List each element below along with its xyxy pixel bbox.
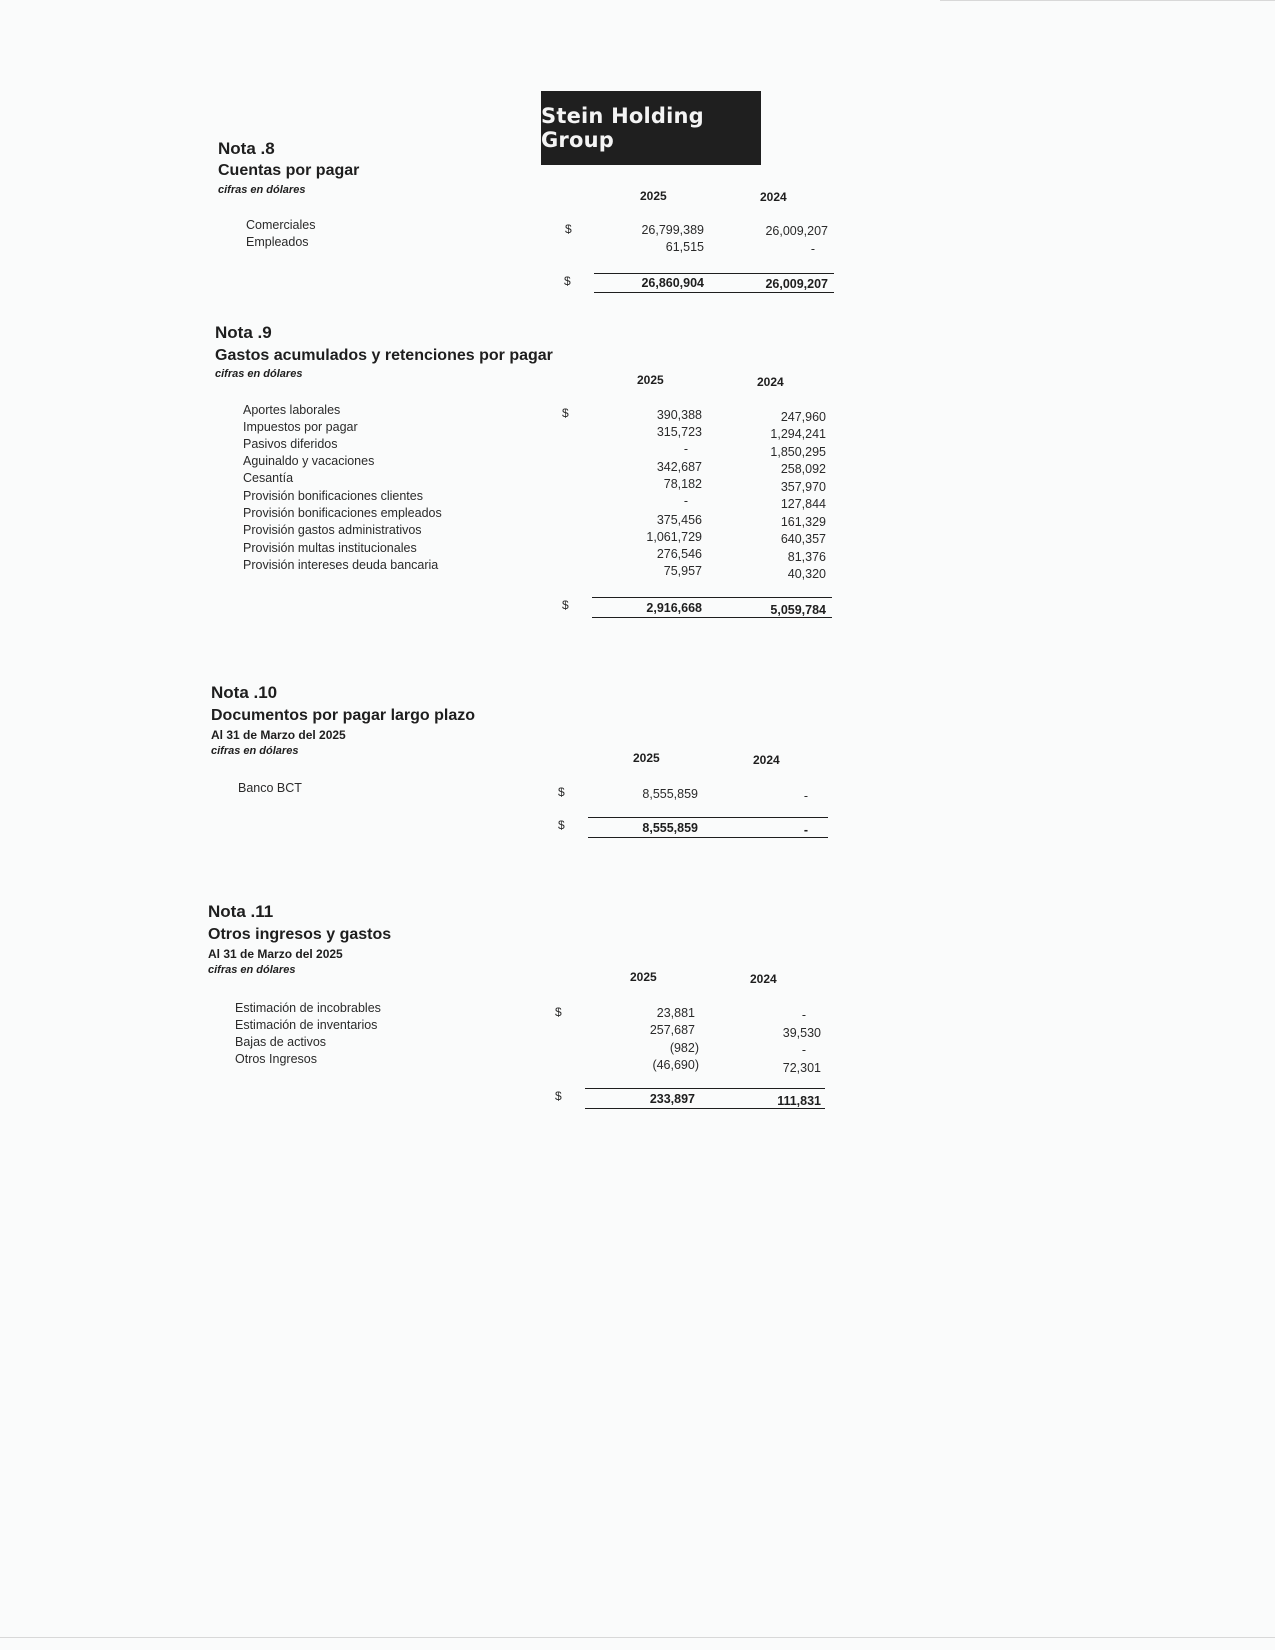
value-2024: 640,357	[780, 532, 826, 546]
row-label: Pasivos diferidos	[243, 437, 338, 451]
brand-name: Stein Holding Group	[541, 104, 704, 152]
row-label: Provisión intereses deuda bancaria	[243, 558, 439, 572]
value-2025: 78,182	[663, 477, 702, 491]
total-2025: 26,860,904	[641, 276, 704, 290]
value-2024: 81,376	[787, 550, 826, 564]
value-2025: 390,388	[656, 408, 702, 422]
currency-symbol: $	[558, 818, 565, 832]
value-2025: (982)	[669, 1041, 699, 1055]
scan-edge-bottom	[0, 1637, 1275, 1638]
currency-note: cifras en dólares	[208, 964, 296, 976]
total-2025: 2,916,668	[646, 601, 702, 615]
year-header-2025: 2025	[637, 373, 664, 387]
value-2025: (46,690)	[652, 1058, 699, 1072]
row-label: Aportes laborales	[243, 403, 341, 417]
value-2024: 247,960	[780, 410, 826, 424]
total-2024: 26,009,207	[765, 277, 828, 291]
brand-logo	[541, 91, 761, 165]
scan-edge-top	[940, 0, 1275, 1]
row-label: Provisión bonificaciones empleados	[243, 506, 442, 520]
value-2025: 257,687	[649, 1023, 695, 1037]
total-rule-top	[594, 273, 834, 274]
currency-note: cifras en dólares	[215, 368, 303, 380]
total-rule-bottom	[594, 292, 834, 293]
year-header-2024: 2024	[753, 753, 780, 767]
value-2024: 26,009,207	[765, 224, 828, 238]
currency-symbol: $	[562, 598, 569, 612]
row-label: Empleados	[246, 235, 309, 249]
value-2024: 161,329	[780, 515, 826, 529]
row-label: Banco BCT	[238, 781, 302, 795]
note-title: Otros ingresos y gastos	[208, 926, 392, 943]
value-2025: -	[683, 494, 688, 508]
value-2024: 357,970	[780, 480, 826, 494]
value-2024: -	[801, 1043, 806, 1057]
note-subtitle: Al 31 de Marzo del 2025	[211, 728, 346, 742]
value-2024: 127,844	[780, 497, 826, 511]
note-subtitle: Al 31 de Marzo del 2025	[208, 947, 343, 961]
total-2024: 5,059,784	[770, 603, 826, 617]
total-2025: 233,897	[649, 1092, 695, 1106]
year-header-2024: 2024	[750, 972, 777, 986]
value-2024: 40,320	[787, 567, 826, 581]
value-2025: -	[683, 442, 688, 456]
total-rule-top	[585, 1088, 825, 1089]
value-2024: -	[801, 1008, 806, 1022]
currency-symbol: $	[558, 785, 565, 799]
value-2025: 375,456	[656, 513, 702, 527]
value-2024: 72,301	[782, 1061, 821, 1075]
row-label: Otros Ingresos	[235, 1052, 317, 1066]
total-2024: 111,831	[777, 1094, 821, 1108]
note-title: Gastos acumulados y retenciones por pagar	[215, 347, 553, 364]
row-label: Aguinaldo y vacaciones	[243, 454, 375, 468]
currency-note: cifras en dólares	[218, 184, 306, 196]
currency-symbol: $	[555, 1005, 562, 1019]
year-header-2025: 2025	[633, 751, 660, 765]
value-2024: 39,530	[782, 1026, 821, 1040]
value-2025: 8,555,859	[642, 787, 698, 801]
value-2024: -	[803, 789, 808, 803]
year-header-2024: 2024	[760, 190, 787, 204]
value-2025: 276,546	[656, 547, 702, 561]
row-label: Bajas de activos	[235, 1035, 327, 1049]
value-2025: 315,723	[656, 425, 702, 439]
value-2025: 342,687	[656, 460, 702, 474]
row-label: Provisión bonificaciones clientes	[243, 489, 423, 503]
year-header-2024: 2024	[757, 375, 784, 389]
note-label: Nota .8	[218, 139, 275, 158]
currency-symbol: $	[564, 274, 571, 288]
currency-note: cifras en dólares	[211, 745, 299, 757]
row-label: Estimación de incobrables	[235, 1001, 381, 1015]
total-rule-bottom	[588, 837, 828, 838]
total-rule-top	[592, 597, 832, 598]
value-2025: 23,881	[656, 1006, 695, 1020]
total-2024: -	[803, 823, 808, 837]
row-label: Comerciales	[246, 218, 316, 232]
value-2025: 75,957	[663, 564, 702, 578]
row-label: Provisión gastos administrativos	[243, 523, 422, 537]
note-label: Nota .9	[215, 323, 272, 342]
row-label: Provisión multas institucionales	[243, 541, 417, 555]
value-2025: 61,515	[665, 240, 704, 254]
value-2024: 258,092	[780, 462, 826, 476]
currency-symbol: $	[565, 222, 572, 236]
currency-symbol: $	[562, 406, 569, 420]
value-2024: 1,294,241	[770, 427, 826, 441]
note-label: Nota .11	[208, 902, 274, 921]
note-title: Documentos por pagar largo plazo	[211, 707, 476, 724]
row-label: Impuestos por pagar	[243, 420, 358, 434]
year-header-2025: 2025	[630, 970, 657, 984]
value-2024: -	[810, 242, 815, 256]
total-rule-bottom	[592, 617, 832, 618]
note-label: Nota .10	[211, 683, 278, 702]
currency-symbol: $	[555, 1089, 562, 1103]
note-title: Cuentas por pagar	[218, 162, 360, 179]
value-2024: 1,850,295	[770, 445, 826, 459]
total-rule-bottom	[585, 1108, 825, 1109]
row-label: Cesantía	[243, 471, 294, 485]
total-2025: 8,555,859	[642, 821, 698, 835]
value-2025: 1,061,729	[646, 530, 702, 544]
total-rule-top	[588, 817, 828, 818]
value-2025: 26,799,389	[641, 223, 704, 237]
year-header-2025: 2025	[640, 189, 667, 203]
row-label: Estimación de inventarios	[235, 1018, 378, 1032]
